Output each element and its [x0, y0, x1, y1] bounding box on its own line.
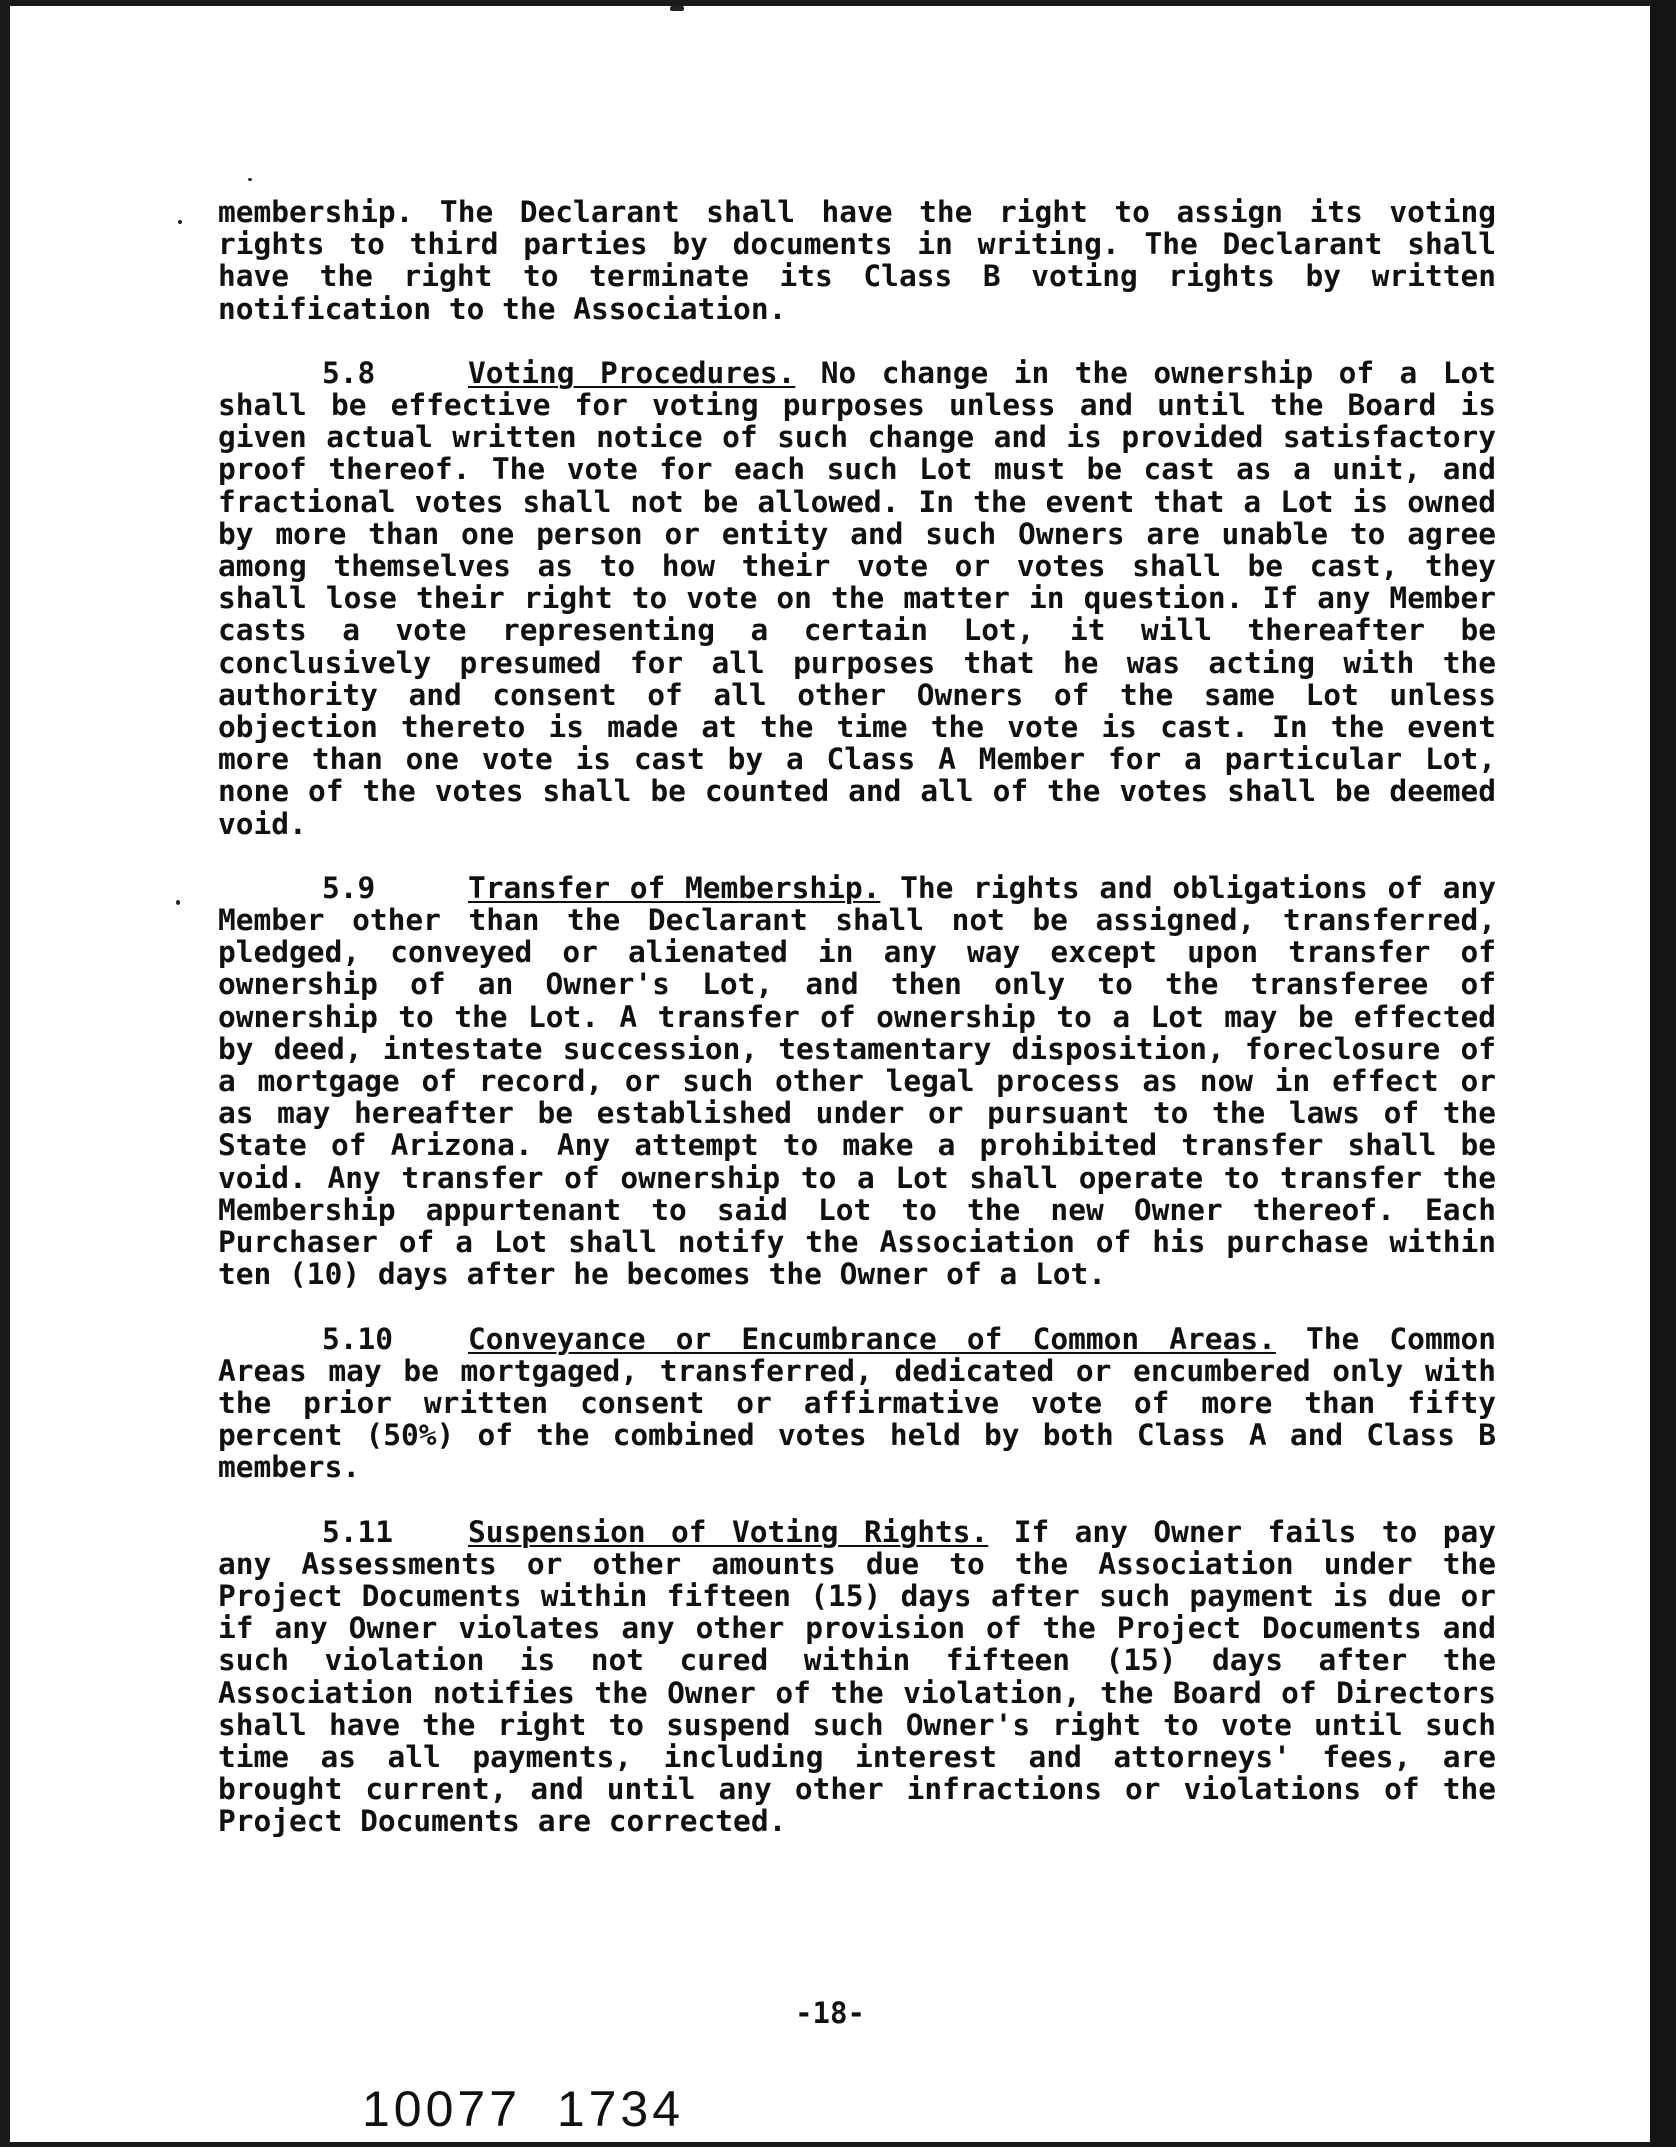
section-5-9: [218, 872, 1496, 1291]
scan-speck: [248, 178, 252, 181]
section-heading: Conveyance or Encumbrance of Common Areas.: [468, 1321, 1276, 1356]
section-number: 5.8: [322, 355, 376, 390]
document-body: [218, 196, 1496, 1870]
section-body: The rights and obligations of any Member other than the Declarant shall not be assigned, transferred, pledged, conveyed or alienated in any way except upon transfer of ownership of an Owner's Lot, and then only to the transferee of ownership to the Lot. A transfer of ownership to a Lot may be effected by deed, intestate succession, testamentary disposition, foreclosure of a mortgage of record, or such other legal process as now in effect or as may hereafter be established under or pursuant to the laws of the State of Arizona. Any attempt to make a prohibited transfer shall be void. Any transfer of ownership to a Lot shall operate to transfer the Membership appurtenant to said Lot to the new Owner thereof. Each Purchaser of a Lot shall notify the Association of his purchase within ten (10) days after he becomes the Owner of a Lot.: [218, 870, 1496, 1292]
section-number: 5.9: [322, 870, 376, 905]
section-body: The Common Areas may be mortgaged, transferred, dedicated or encumbered only with the prior written consent or affirmative vote of more than fifty percent (50%) of the combined votes held by both Class A and Class B members.: [218, 1321, 1496, 1485]
section-5-8: [218, 357, 1496, 840]
page-number: -18-: [795, 1996, 865, 2030]
section-body: If any Owner fails to pay any Assessments or other amounts due to the Association under the Project Documents within fifteen (15) days after such payment is due or if any Owner violates any other provision of the Project Documents and such violation is not cured within fifteen (15) days after the Association notifies the Owner of the violation, the Board of Directors shall have the right to suspend such Owner's right to vote until such time as all payments, including interest and attorneys' fees, are brought current, and until any other infractions or violations of the Project Documents are corrected.: [218, 1514, 1497, 1839]
section-number: 5.11: [322, 1514, 394, 1549]
section-heading: Voting Procedures.: [468, 355, 796, 390]
section-body: No change in the ownership of a Lot shall be effective for voting purposes unless and until the Board is given actual written notice of such change and is provided satisfactory proof thereof. The vote for each such Lot must be cast as a unit, and fractional votes shall not be allowed. In the event that a Lot is owned by more than one person or entity and such Owners are unable to agree among themselves as to how their vote or votes shall be cast, they shall lose their right to vote on the matter in question. If any Member casts a vote representing a certain Lot, it will thereafter be conclusively presumed for all purposes that he was acting with the authority and consent of all other Owners of the same Lot unless objection thereto is made at the time the vote is cast. In the event more than one vote is cast by a Class A Member for a particular Lot, none of the votes shall be counted and all of the votes shall be deemed void.: [218, 355, 1496, 841]
section-heading: Transfer of Membership.: [468, 870, 881, 905]
scan-speck: [178, 220, 182, 224]
opening-paragraph: membership. The Declarant shall have the right to assign its voting rights to third parties by documents in writing. The Declarant shall have the right to terminate its Class B voting rights by written notification to the Association.: [218, 195, 1496, 326]
scan-speck: [176, 900, 180, 905]
scan-border: [1650, 0, 1676, 2147]
document-page: [10, 6, 1650, 2142]
section-5-10: [218, 1323, 1496, 1484]
section-5-11: [218, 1516, 1496, 1838]
section-heading: Suspension of Voting Rights.: [468, 1514, 989, 1549]
section-number: 5.10: [322, 1321, 394, 1356]
scan-speck: [670, 6, 684, 11]
docket-number: 10077 1734: [362, 2081, 685, 2137]
